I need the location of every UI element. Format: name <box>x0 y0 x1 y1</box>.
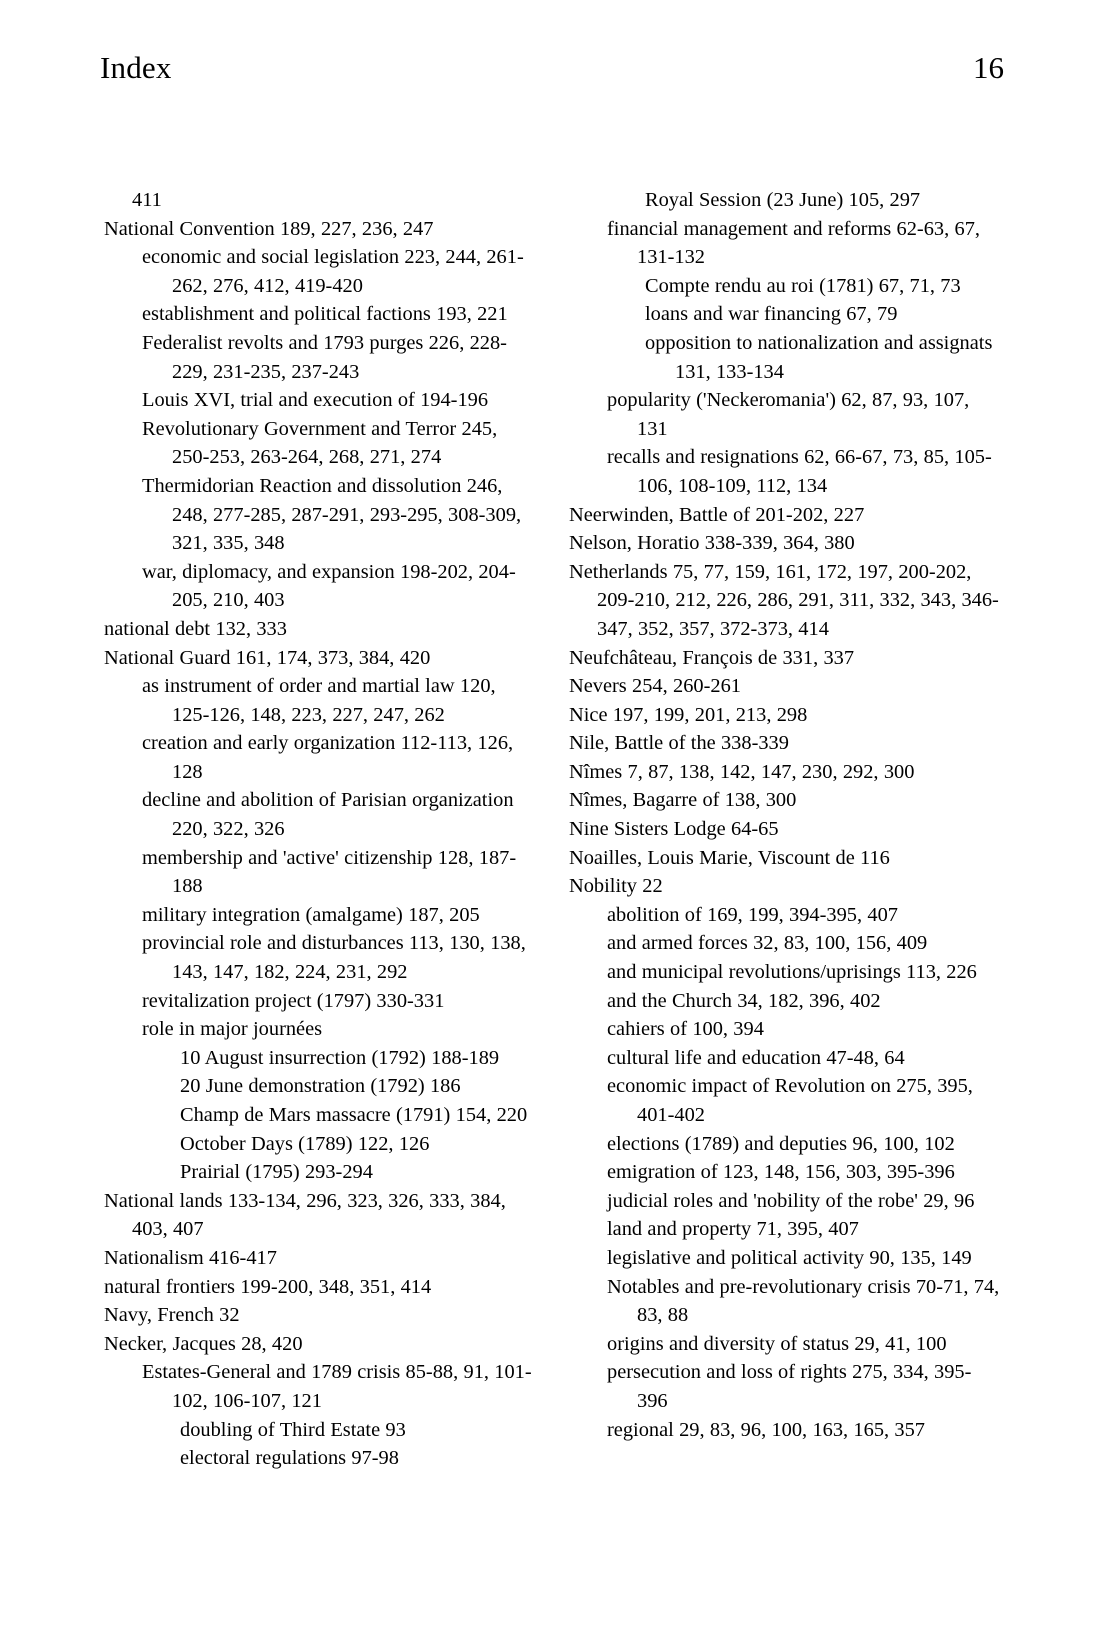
index-entry: Thermidorian Reaction and dissolution 246, 248, 277-285, 287-291, 293-295, 308-309, 321, 335, 348 <box>142 474 522 555</box>
index-entry: judicial roles and 'nobility of the robe' 29, 96 <box>607 1189 975 1212</box>
index-entry: Nobility 22 <box>569 875 663 898</box>
index-entry: provincial role and disturbances 113, 130, 138, 143, 147, 182, 224, 231, 292 <box>142 932 526 984</box>
index-entry: Nice 197, 199, 201, 213, 298 <box>569 703 808 726</box>
index-entry: origins and diversity of status 29, 41, 100 <box>607 1332 947 1355</box>
index-entry: persecution and loss of rights 275, 334, 395-396 <box>607 1361 972 1412</box>
index-entry: Compte rendu au roi (1781) 67, 71, 73 <box>645 274 961 297</box>
index-entry: National Convention 189, 227, 236, 247 <box>104 217 434 240</box>
index-entry: economic impact of Revolution on 275, 395, 401-402 <box>607 1075 973 1126</box>
index-entry: Nationalism 416-417 <box>104 1246 277 1269</box>
index-entry: Nelson, Horatio 338-339, 364, 380 <box>569 532 855 555</box>
index-entry: Estates-General and 1789 crisis 85-88, 91, 101-102, 106-107, 121 <box>142 1361 532 1412</box>
running-head <box>100 50 1004 96</box>
index-entry: Nine Sisters Lodge 64-65 <box>569 818 779 841</box>
index-entry: abolition of 169, 199, 394-395, 407 <box>607 903 898 926</box>
index-entry: doubling of Third Estate 93 <box>180 1418 406 1441</box>
index-entry: Neerwinden, Battle of 201-202, 227 <box>569 503 865 526</box>
index-entry: popularity ('Neckeromania') 62, 87, 93, 107, 131 <box>607 389 970 440</box>
index-entry: elections (1789) and deputies 96, 100, 102 <box>607 1132 955 1155</box>
page-title: Index <box>100 50 172 85</box>
index-entry: Necker, Jacques 28, 420 <box>104 1332 303 1355</box>
index-entry: 20 June demonstration (1792) 186 <box>180 1075 461 1098</box>
index-entry: Federalist revolts and 1793 purges 226, 228-229, 231-235, 237-243 <box>142 331 507 383</box>
index-column-right <box>569 186 1000 1444</box>
index-entry: national debt 132, 333 <box>104 617 287 640</box>
index-entry: Louis XVI, trial and execution of 194-196 <box>142 389 489 412</box>
index-columns <box>104 186 1000 1473</box>
index-entry: natural frontiers 199-200, 348, 351, 414 <box>104 1275 432 1298</box>
index-entry: economic and social legislation 223, 244, 261-262, 276, 412, 419-420 <box>142 246 524 297</box>
index-entry: cahiers of 100, 394 <box>607 1018 764 1041</box>
index-entry: military integration (amalgame) 187, 205 <box>142 903 480 926</box>
index-entry: revitalization project (1797) 330-331 <box>142 989 445 1012</box>
index-entry: war, diplomacy, and expansion 198-202, 204-205, 210, 403 <box>142 560 516 612</box>
index-entry: Noailles, Louis Marie, Viscount de 116 <box>569 846 890 869</box>
index-entry: Netherlands 75, 77, 159, 161, 172, 197, 200-202, 209-210, 212, 226, 286, 291, 311, 332, 343, 346-347, 352, 357, 372-373, 414 <box>569 560 999 640</box>
index-entry: National Guard 161, 174, 373, 384, 420 <box>104 646 431 669</box>
index-entry: Notables and pre-revolutionary crisis 70-71, 74, 83, 88 <box>607 1275 1000 1327</box>
index-entry: membership and 'active' citizenship 128, 187-188 <box>142 846 517 898</box>
index-entry: and municipal revolutions/uprisings 113, 226 <box>607 961 977 984</box>
index-entry: Navy, French 32 <box>104 1304 240 1327</box>
index-entry: electoral regulations 97-98 <box>180 1447 399 1470</box>
index-entry: land and property 71, 395, 407 <box>607 1218 859 1241</box>
index-entry: Nîmes, Bagarre of 138, 300 <box>569 789 797 812</box>
index-entry: establishment and political factions 193, 221 <box>142 303 508 326</box>
index-entry: loans and war financing 67, 79 <box>645 303 898 326</box>
index-entry: regional 29, 83, 96, 100, 163, 165, 357 <box>607 1418 925 1441</box>
index-entry: opposition to nationalization and assignats 131, 133-134 <box>645 331 993 383</box>
index-entry: and armed forces 32, 83, 100, 156, 409 <box>607 932 928 955</box>
index-entry: emigration of 123, 148, 156, 303, 395-396 <box>607 1161 955 1184</box>
index-entry: Nevers 254, 260-261 <box>569 675 741 698</box>
page-number: 16 <box>973 50 1004 85</box>
index-entry: financial management and reforms 62-63, 67, 131-132 <box>607 217 980 269</box>
index-entry: recalls and resignations 62, 66-67, 73, 85, 105-106, 108-109, 112, 134 <box>607 446 992 497</box>
index-entry: legislative and political activity 90, 135, 149 <box>607 1246 972 1269</box>
index-entry: 10 August insurrection (1792) 188-189 <box>180 1046 500 1069</box>
index-entry: as instrument of order and martial law 120, 125-126, 148, 223, 227, 247, 262 <box>142 675 496 726</box>
index-entry: decline and abolition of Parisian organization 220, 322, 326 <box>142 789 514 841</box>
index-entry: creation and early organization 112-113, 126, 128 <box>142 732 514 783</box>
index-entry: National lands 133-134, 296, 323, 326, 333, 384, 403, 407 <box>104 1189 506 1241</box>
index-entry: Revolutionary Government and Terror 245, 250-253, 263-264, 268, 271, 274 <box>142 417 498 469</box>
index-entry: 411 <box>132 189 162 211</box>
index-entry: Prairial (1795) 293-294 <box>180 1161 373 1184</box>
index-entry: role in major journées <box>142 1018 323 1041</box>
index-column-left <box>104 186 535 1473</box>
index-entry: cultural life and education 47-48, 64 <box>607 1046 905 1069</box>
index-entry: and the Church 34, 182, 396, 402 <box>607 989 881 1012</box>
index-entry: Nîmes 7, 87, 138, 142, 147, 230, 292, 300 <box>569 760 915 783</box>
index-entry: Champ de Mars massacre (1791) 154, 220 <box>180 1104 528 1126</box>
index-entry: October Days (1789) 122, 126 <box>180 1132 430 1155</box>
index-entry: Neufchâteau, François de 331, 337 <box>569 646 855 669</box>
index-entry: Royal Session (23 June) 105, 297 <box>645 189 921 211</box>
index-entry: Nile, Battle of the 338-339 <box>569 732 789 755</box>
